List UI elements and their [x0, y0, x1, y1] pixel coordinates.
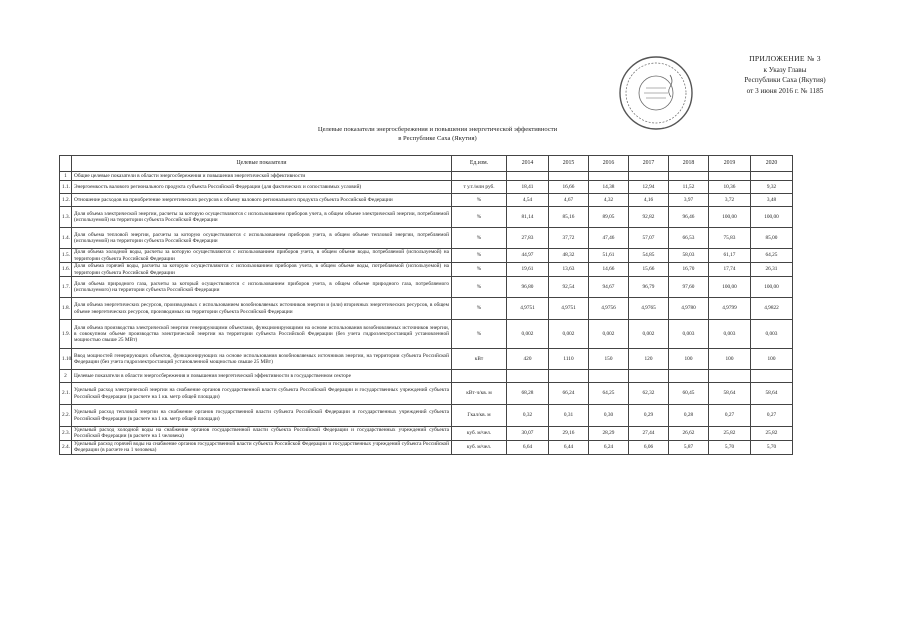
header-year: 2014 [507, 156, 549, 172]
value-cell: 100,00 [709, 207, 751, 228]
value-cell: 96,46 [669, 207, 709, 228]
row-number: 1.10. [60, 349, 72, 370]
value-cell: 12,94 [629, 181, 669, 194]
indicator-name: Доля объема энергетических ресурсов, производимых с использованием возобновляемых источников энергии и (или) вторичных энергетических ресурсов, в общем объеме энергетических ресурсов, производимых на территории субъекта Российской Федерации [72, 298, 452, 320]
value-cell: 4,67 [549, 194, 589, 207]
value-cell: 4,9780 [669, 298, 709, 320]
unit-cell: % [452, 263, 507, 277]
value-cell: 30,07 [507, 427, 549, 441]
title-line-1: Целевые показатели энергосбережения и повышения энергетической эффективности [317, 126, 558, 133]
unit-cell: % [452, 194, 507, 207]
value-cell [507, 172, 549, 181]
table-row [60, 194, 793, 207]
value-cell: 0,29 [629, 405, 669, 427]
value-cell: 85,00 [751, 228, 793, 249]
value-cell: 68,28 [507, 383, 549, 405]
unit-cell [452, 172, 507, 181]
row-number: 2.1. [60, 383, 72, 405]
row-number: 1.3. [60, 207, 72, 228]
value-cell: 92,82 [629, 207, 669, 228]
value-cell: 6,64 [507, 440, 549, 454]
value-cell: 62,32 [629, 383, 669, 405]
row-number: 1.6. [60, 263, 72, 277]
value-cell: 27,44 [629, 427, 669, 441]
unit-cell: % [452, 320, 507, 349]
indicator-name: Доля объема тепловой энергии, расчеты за которую осуществляются с использованием приборов учета, в общем объеме тепловой энергии, потребляемой (используемой) на территории субъекта Российской Федерации [72, 228, 452, 249]
unit-cell [452, 370, 507, 383]
value-cell: 28,29 [589, 427, 629, 441]
value-cell: 25,82 [709, 427, 751, 441]
unit-cell: куб. м/чел. [452, 440, 507, 454]
value-cell [507, 370, 549, 383]
unit-cell: % [452, 228, 507, 249]
indicator-name: Отношение расходов на приобретение энергетических ресурсов к объему валового регионального продукта субъекта Российской Федерации [72, 194, 452, 207]
unit-cell: кВт·ч/кв. м [452, 383, 507, 405]
indicator-name: Доля объема электрической энергии, расчеты за которую осуществляются с использованием приборов учета, в общем объеме электрической энергии, потребляемой (используемой) на территории субъекта Российской Федерации [72, 207, 452, 228]
value-cell: 0,002 [549, 320, 589, 349]
value-cell: 0,003 [709, 320, 751, 349]
value-cell [751, 370, 793, 383]
value-cell: 89,05 [589, 207, 629, 228]
row-number: 1.4. [60, 228, 72, 249]
header-num [60, 156, 72, 172]
value-cell: 3,97 [669, 194, 709, 207]
value-cell: 16,70 [669, 263, 709, 277]
value-cell: 19,61 [507, 263, 549, 277]
value-cell: 17,74 [709, 263, 751, 277]
table-row [60, 277, 793, 298]
value-cell: 150 [589, 349, 629, 370]
indicator-name: Энергоемкость валового регионального продукта субъекта Российской Федерации (для фактических и сопоставимых условий) [72, 181, 452, 194]
value-cell: 100 [751, 349, 793, 370]
value-cell: 0,30 [589, 405, 629, 427]
value-cell: 1110 [549, 349, 589, 370]
value-cell: 14,38 [589, 181, 629, 194]
value-cell: 64,25 [589, 383, 629, 405]
table-row [60, 383, 793, 405]
value-cell: 0,31 [549, 405, 589, 427]
value-cell: 58,64 [709, 383, 751, 405]
appendix-decree-ref: к Указу Главы [763, 65, 807, 74]
value-cell: 94,67 [589, 277, 629, 298]
value-cell: 66,53 [669, 228, 709, 249]
value-cell [589, 172, 629, 181]
value-cell: 0,28 [669, 405, 709, 427]
unit-cell: кВт [452, 349, 507, 370]
value-cell: 100,00 [751, 277, 793, 298]
indicators-table [59, 155, 793, 455]
value-cell: 15,66 [629, 263, 669, 277]
value-cell [709, 370, 751, 383]
value-cell: 26,62 [669, 427, 709, 441]
value-cell: 6,24 [589, 440, 629, 454]
unit-cell: % [452, 298, 507, 320]
table-row [60, 181, 793, 194]
value-cell: 27,83 [507, 228, 549, 249]
value-cell: 4,9756 [589, 298, 629, 320]
header-year: 2016 [589, 156, 629, 172]
title-line-2: в Республике Саха (Якутия) [398, 135, 477, 142]
value-cell: 0,32 [507, 405, 549, 427]
indicator-name: Ввод мощностей генерирующих объектов, функционирующих на основе использования возобновляемых источников энергии, на территории субъекта Российской Федерации (без учета гидроэлектростанций установленной мощностью свыше 25 МВт) [72, 349, 452, 370]
header-year: 2015 [549, 156, 589, 172]
value-cell [629, 370, 669, 383]
value-cell: 4,9799 [709, 298, 751, 320]
row-number: 2 [60, 370, 72, 383]
row-number: 1.7. [60, 277, 72, 298]
value-cell: 4,9822 [751, 298, 793, 320]
indicator-name: Доля объема природного газа, расчеты за который осуществляются с использованием приборов учета, в общем объеме природного газа, потребляемого (используемого) на территории субъекта Российской Федерации [72, 277, 452, 298]
value-cell: 9,32 [751, 181, 793, 194]
value-cell: 0,27 [709, 405, 751, 427]
value-cell: 58,03 [669, 249, 709, 263]
indicator-name: Удельный расход тепловой энергии на снабжение органов государственной власти субъекта Российской Федерации и государственных учреждений субъекта Российской Федерации (в расчете на 1 кв. метр общей площади) [72, 405, 452, 427]
row-number: 1.1. [60, 181, 72, 194]
value-cell: 66,24 [549, 383, 589, 405]
value-cell: 4,32 [589, 194, 629, 207]
indicator-name: Удельный расход холодной воды на снабжение органов государственной власти субъекта Российской Федерации и государственных учреждений субъекта Российской Федерации (в расчете на 1 человека) [72, 427, 452, 441]
value-cell: 29,16 [549, 427, 589, 441]
table-row [60, 405, 793, 427]
value-cell: 5,70 [751, 440, 793, 454]
unit-cell: % [452, 277, 507, 298]
value-cell: 100 [709, 349, 751, 370]
value-cell: 6,44 [549, 440, 589, 454]
value-cell: 120 [629, 349, 669, 370]
value-cell: 96,79 [629, 277, 669, 298]
value-cell: 97,60 [669, 277, 709, 298]
indicator-name: Удельный расход электрической энергии на снабжение органов государственной власти субъекта Российской Федерации и государственных учреждений субъекта Российской Федерации (в расчете на 1 кв. метр общей площади) [72, 383, 452, 405]
value-cell: 3,72 [709, 194, 751, 207]
table-row [60, 320, 793, 349]
value-cell: 54,85 [629, 249, 669, 263]
value-cell: 92,54 [549, 277, 589, 298]
value-cell: 51,61 [589, 249, 629, 263]
value-cell: 4,9751 [507, 298, 549, 320]
row-number: 1.9. [60, 320, 72, 349]
unit-cell: % [452, 207, 507, 228]
value-cell [549, 172, 589, 181]
table-row [60, 427, 793, 441]
value-cell: 4,9751 [549, 298, 589, 320]
value-cell: 48,32 [549, 249, 589, 263]
value-cell: 6,06 [629, 440, 669, 454]
indicator-name: Доля объема горячей воды, расчеты за которую осуществляются с использованием приборов учета, в общем объеме воды, потребляемой (используемой) на территории субъекта Российской Федерации [72, 263, 452, 277]
value-cell: 5,70 [709, 440, 751, 454]
indicator-name: Доля объема производства электрической энергии генерирующими объектами, функционирующими на основе использования возобновляемых источников энергии, в совокупном объеме производства электрической энергии на территории субъекта Российской Федерации (без учета гидроэлектростанций установленной мощностью свыше 25 МВт) [72, 320, 452, 349]
value-cell: 13,63 [549, 263, 589, 277]
value-cell: 14,66 [589, 263, 629, 277]
row-number: 1 [60, 172, 72, 181]
value-cell: 81,14 [507, 207, 549, 228]
header-year: 2019 [709, 156, 751, 172]
value-cell [751, 172, 793, 181]
unit-cell: куб. м/чел. [452, 427, 507, 441]
value-cell: 64,25 [751, 249, 793, 263]
value-cell: 4,9765 [629, 298, 669, 320]
unit-cell: Гкал/кв. м [452, 405, 507, 427]
table-row [60, 370, 793, 383]
indicator-name: Доля объема холодной воды, расчеты за которую осуществляются с использованием приборов учета, в общем объеме воды, потребляемой (используемой) на территории субъекта Российской Федерации [72, 249, 452, 263]
header-name: Целевые показатели [72, 156, 452, 172]
value-cell: 60,45 [669, 383, 709, 405]
value-cell: 44,97 [507, 249, 549, 263]
table-row [60, 172, 793, 181]
indicator-name: Целевые показатели в области энергосбережения и повышения энергетической эффективности в государственном секторе [72, 370, 452, 383]
value-cell: 0,002 [629, 320, 669, 349]
table-row [60, 349, 793, 370]
value-cell: 100 [669, 349, 709, 370]
value-cell: 85,16 [549, 207, 589, 228]
row-number: 1.2. [60, 194, 72, 207]
table-row [60, 263, 793, 277]
value-cell: 4,16 [629, 194, 669, 207]
value-cell: 18,41 [507, 181, 549, 194]
table-row [60, 249, 793, 263]
value-cell: 57,07 [629, 228, 669, 249]
seal-stamp [618, 55, 694, 131]
value-cell: 16,66 [549, 181, 589, 194]
row-number: 2.2. [60, 405, 72, 427]
table-row [60, 298, 793, 320]
value-cell: 0,003 [669, 320, 709, 349]
value-cell: 75,83 [709, 228, 751, 249]
row-number: 1.8. [60, 298, 72, 320]
value-cell: 100,00 [751, 207, 793, 228]
row-number: 2.3. [60, 427, 72, 441]
document-title [200, 125, 675, 143]
header-year: 2020 [751, 156, 793, 172]
unit-cell: т у.т./млн руб. [452, 181, 507, 194]
value-cell: 420 [507, 349, 549, 370]
value-cell: 37,72 [549, 228, 589, 249]
table-header-row [60, 156, 793, 172]
value-cell [549, 370, 589, 383]
row-number: 2.4. [60, 440, 72, 454]
value-cell: 11,52 [669, 181, 709, 194]
value-cell: 4,54 [507, 194, 549, 207]
table-row [60, 440, 793, 454]
value-cell: 0,002 [589, 320, 629, 349]
value-cell: 26,31 [751, 263, 793, 277]
appendix-block [705, 54, 865, 96]
value-cell: 61,17 [709, 249, 751, 263]
value-cell: 10,36 [709, 181, 751, 194]
header-year: 2017 [629, 156, 669, 172]
value-cell: 0,002 [507, 320, 549, 349]
row-number: 1.5. [60, 249, 72, 263]
value-cell [669, 370, 709, 383]
value-cell: 96,80 [507, 277, 549, 298]
indicator-name: Удельный расход горячей воды на снабжение органов государственной власти субъекта Российской Федерации и государственных учреждений субъекта Российской Федерации (в расчете на 1 человека) [72, 440, 452, 454]
value-cell [709, 172, 751, 181]
unit-cell: % [452, 249, 507, 263]
value-cell: 47,46 [589, 228, 629, 249]
value-cell: 5,87 [669, 440, 709, 454]
value-cell: 3,48 [751, 194, 793, 207]
table-row [60, 207, 793, 228]
appendix-date: от 3 июня 2016 г. № 1185 [746, 86, 824, 95]
value-cell: 0,003 [751, 320, 793, 349]
value-cell: 25,82 [751, 427, 793, 441]
appendix-title: ПРИЛОЖЕНИЕ № 3 [749, 54, 821, 63]
indicator-name: Общие целевые показатели в области энергосбережения и повышения энергетической эффективности [72, 172, 452, 181]
table-row [60, 228, 793, 249]
value-cell [669, 172, 709, 181]
header-year: 2018 [669, 156, 709, 172]
header-unit: Ед.изм. [452, 156, 507, 172]
value-cell: 0,27 [751, 405, 793, 427]
appendix-republic: Республики Саха (Якутия) [744, 76, 826, 84]
value-cell: 100,00 [709, 277, 751, 298]
value-cell [629, 172, 669, 181]
value-cell [589, 370, 629, 383]
value-cell: 58,64 [751, 383, 793, 405]
